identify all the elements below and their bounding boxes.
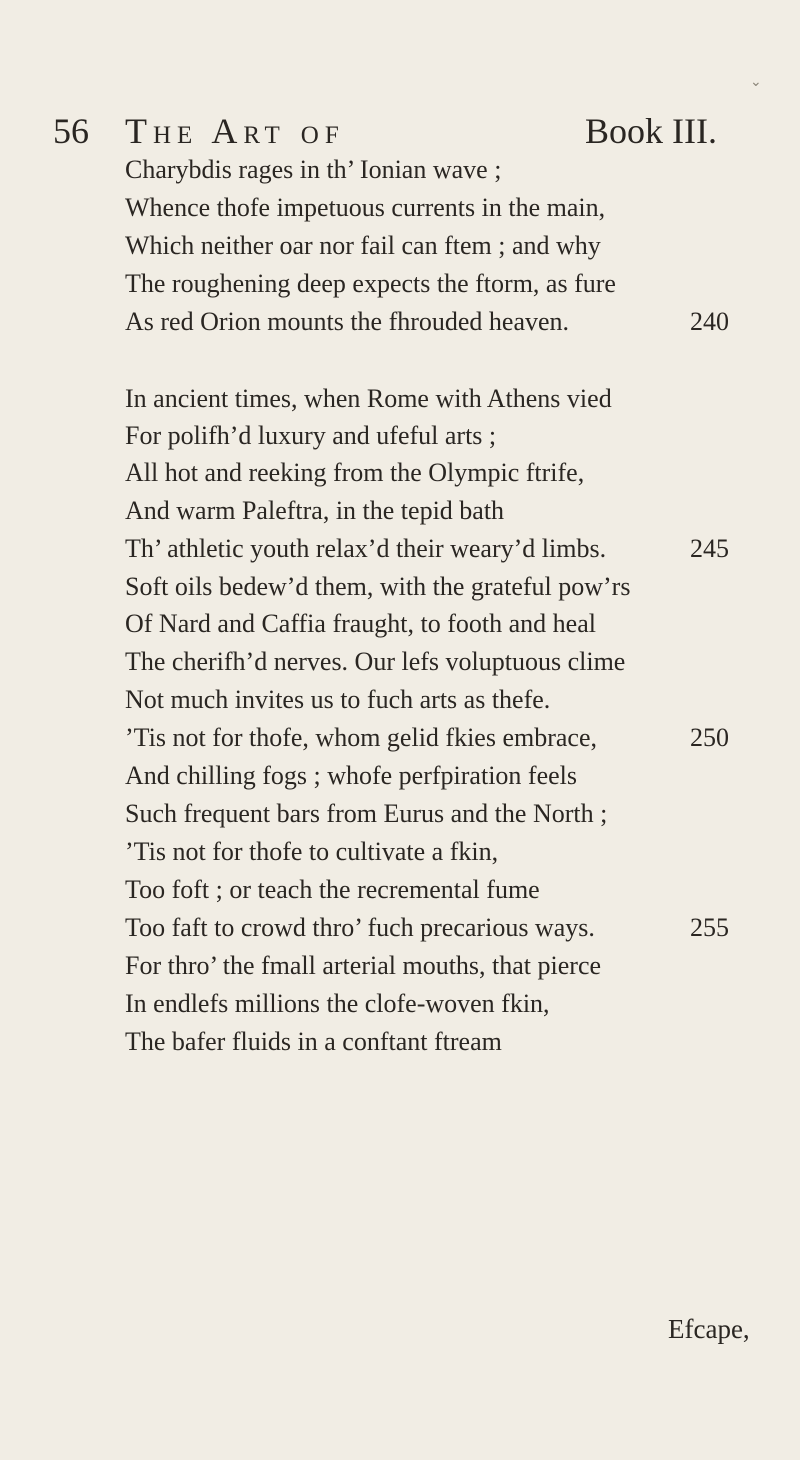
line-number: 245 [690,534,729,563]
verse-line: Such frequent bars from Eurus and the North ; [125,799,608,828]
running-title: The Art of [125,111,345,151]
verse-line: Soft oils bedew’d them, with the grateful pow’rs [125,572,631,601]
verse-line: As red Orion mounts the fhrouded heaven. [125,307,570,336]
verse-line: The bafer fluids in a conftant ftream [125,1027,502,1056]
line-number: 250 [690,723,729,752]
book-label: Book III. [585,111,717,151]
verse-line: And chilling fogs ; whofe perfpiration feels [125,761,577,790]
verse-line: Whence thofe impetuous currents in the main, [125,193,606,222]
verse-line: For polifh’d luxury and ufeful arts ; [125,421,497,450]
verse-line: ’Tis not for thofe to cultivate a fkin, [125,837,499,866]
verse-line: Of Nard and Caffia fraught, to footh and heal [125,609,596,638]
verse-line: And warm Paleftra, in the tepid bath [125,496,505,525]
verse-line: In endlefs millions the clofe-woven fkin, [125,989,550,1018]
verse-line: Too foft ; or teach the recremental fume [125,875,540,904]
verse-line: Too faft to crowd thro’ fuch precarious ways. [125,913,595,942]
corner-mark: ⌄ [750,75,762,90]
verse-line: All hot and reeking from the Olympic ftrife, [125,458,585,487]
line-number: 255 [690,913,729,942]
running-header [0,108,800,158]
verse-line: Which neither oar nor fail can ftem ; and why [125,231,601,260]
page-number: 56 [53,111,89,151]
verse-line: In ancient times, when Rome with Athens vied [125,384,612,413]
verse-line: For thro’ the fmall arterial mouths, that pierce [125,951,602,980]
catchword: Efcape, [668,1314,750,1344]
line-number: 240 [690,307,729,336]
verse-line: ’Tis not for thofe, whom gelid fkies embrace, [125,723,597,752]
verse-line: The roughening deep expects the ftorm, as fure [125,269,616,298]
verse-line: The cherifh’d nerves. Our lefs voluptuous clime [125,647,626,676]
verse-line: Th’ athletic youth relax’d their weary’d limbs. [125,534,607,563]
verse-line: Not much invites us to fuch arts as thefe. [125,685,551,714]
verse-line: Charybdis rages in th’ Ionian wave ; [125,155,502,184]
